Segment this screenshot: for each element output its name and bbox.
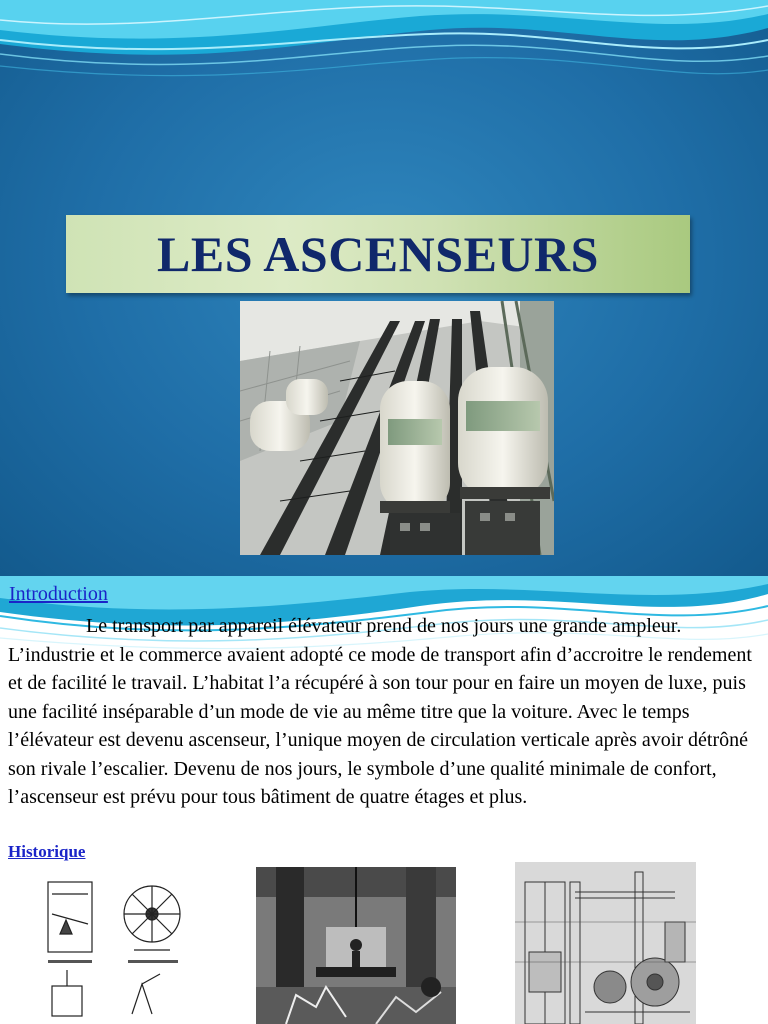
introduction-slide bbox=[0, 576, 768, 1024]
historic-hoist-illustration bbox=[42, 874, 198, 1024]
elevator-photo bbox=[240, 301, 554, 555]
introduction-link[interactable]: Introduction bbox=[9, 583, 108, 605]
introduction-paragraph: Le transport par appareil élévateur prend de nos jours une grande ampleur. L’industrie et le commerce avaient adopté ce mode de transport afin d’accroitre le rendement et de facilité le travail. L’habitat l’a récupéré à son tour pour en faire un moyen de luxe, puis une facilité inséparable d’un mode de vie au même titre que la voiture. Avec le temps l’élévateur est devenu ascenseur, l’unique moyen de circulation verticale après avoir détrôné son rivale l’escalier. Devenu de nos jours, le symbole d’une qualité minimale de confort, l’ascenseur est prévu pour tous bâtiment de quatre étages et plus. bbox=[8, 615, 752, 808]
historique-link[interactable]: Historique bbox=[8, 842, 86, 861]
wave-decoration bbox=[0, 0, 768, 90]
mine-lift-illustration bbox=[256, 867, 456, 1024]
slide-title: LES ASCENSEURS bbox=[157, 226, 599, 282]
machine-room-illustration bbox=[515, 862, 696, 1024]
title-banner bbox=[66, 215, 690, 293]
